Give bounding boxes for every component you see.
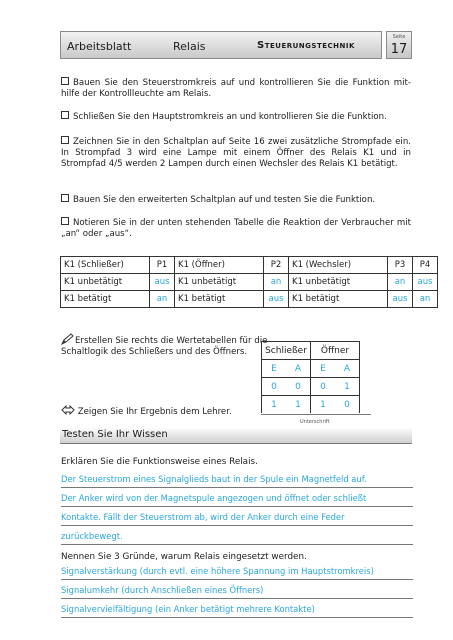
section-title: Testen Sie Ihr Wissen bbox=[62, 429, 168, 440]
table-header-cell: P4 bbox=[413, 257, 438, 274]
header-bar bbox=[60, 31, 382, 59]
truth-table-row bbox=[262, 378, 360, 396]
page-number: 17 bbox=[390, 42, 408, 57]
task-3 bbox=[61, 136, 411, 171]
task-1-text: Bauen Sie den Steuerstromkreis auf und kontrollieren Sie die Funktion mit-hilfe der Kontrollleuchte am Relais. bbox=[61, 78, 411, 100]
truth-cell[interactable]: 1 bbox=[286, 396, 311, 414]
truth-header-cell[interactable]: E bbox=[262, 360, 287, 378]
truth-cell[interactable]: 1 bbox=[335, 378, 360, 396]
task-2-text: Schließen Sie den Hauptstromkreis an und kontrollieren Sie die Funktion. bbox=[73, 112, 387, 122]
signature-line[interactable] bbox=[261, 414, 371, 415]
signature-label: Unterschrift bbox=[300, 419, 330, 425]
table-answer-cell[interactable]: an bbox=[150, 291, 175, 308]
value-table-header bbox=[61, 257, 438, 274]
table-cell: K1 unbetätigt bbox=[175, 274, 264, 291]
table-cell: K1 unbetätigt bbox=[61, 274, 150, 291]
truth-header-cell[interactable]: A bbox=[286, 360, 311, 378]
table-cell: K1 betätigt bbox=[175, 291, 264, 308]
section-bar bbox=[60, 427, 412, 444]
table-cell: K1 betätigt bbox=[289, 291, 388, 308]
table-row bbox=[61, 274, 438, 291]
table-header-cell: P2 bbox=[264, 257, 289, 274]
table-header-cell: K1 (Schließer) bbox=[61, 257, 150, 274]
answer-line[interactable]: Der Anker wird von der Magnetspule angezogen und öffnet oder schließt bbox=[61, 487, 413, 507]
header-sheet: Arbeitsblatt bbox=[67, 40, 132, 53]
checkbox-icon[interactable] bbox=[61, 194, 69, 202]
table-answer-cell[interactable]: aus bbox=[264, 291, 289, 308]
answer-line[interactable]: Der Steuerstrom eines Signalglieds baut in der Spule ein Magnetfeld auf. bbox=[61, 468, 413, 488]
truth-cell[interactable]: 0 bbox=[311, 378, 336, 396]
answer-line[interactable]: Signalumkehr (durch Anschließen eines Öffners) bbox=[61, 579, 413, 599]
truth-header-cell[interactable]: A bbox=[335, 360, 360, 378]
table-cell: K1 betätigt bbox=[61, 291, 150, 308]
answer-line[interactable]: Kontakte. Fällt der Steuerstrom ab, wird der Anker durch eine Feder bbox=[61, 506, 413, 526]
truth-cell[interactable]: 1 bbox=[311, 396, 336, 414]
table-header-cell: K1 (Wechsler) bbox=[289, 257, 388, 274]
show-instruction bbox=[61, 405, 232, 417]
task-5 bbox=[61, 217, 411, 240]
header-subject: Steuerungstechnik bbox=[257, 40, 355, 51]
double-arrow-icon bbox=[61, 405, 75, 415]
schliesser-label: Schließer bbox=[262, 342, 311, 360]
table-row bbox=[61, 291, 438, 308]
answer-line[interactable]: Signalvervielfältigung (ein Anker betätigt mehrere Kontakte) bbox=[61, 598, 413, 618]
header-topic: Relais bbox=[173, 40, 206, 53]
page-number-box bbox=[386, 31, 412, 59]
task-4 bbox=[61, 194, 411, 206]
page-label: Seite bbox=[392, 34, 406, 40]
table-answer-cell[interactable]: an bbox=[413, 291, 438, 308]
checkbox-icon[interactable] bbox=[61, 217, 69, 225]
answer-line[interactable]: zurückbewegt. bbox=[61, 525, 413, 545]
truth-cell[interactable]: 0 bbox=[286, 378, 311, 396]
truth-header-cell[interactable]: E bbox=[311, 360, 336, 378]
truth-cell[interactable]: 0 bbox=[335, 396, 360, 414]
truth-table bbox=[261, 341, 360, 413]
truth-table-row bbox=[262, 396, 360, 414]
worksheet-header bbox=[60, 31, 382, 61]
show-instruction-text: Zeigen Sie Ihr Ergebnis dem Lehrer. bbox=[77, 407, 232, 417]
task-3-text: Zeichnen Sie in den Schaltplan auf Seite 16 zwei zusätzliche Strompfade ein. In Strompfad 3 wird eine Lampe mit einem Öffner des Relais K1 und in Strompfad 4/5 werden 2 Lampen durch einen Wechsler des Relais K1 betätigt. bbox=[61, 137, 411, 170]
truth-table-header bbox=[262, 360, 360, 378]
truth-cell[interactable]: 1 bbox=[262, 396, 287, 414]
task-5-text: Notieren Sie in der unten stehenden Tabelle die Reaktion der Verbraucher mit „an“ oder „aus“. bbox=[61, 218, 411, 240]
table-answer-cell[interactable]: an bbox=[388, 274, 413, 291]
task-1 bbox=[61, 77, 411, 100]
question-1: Erklären Sie die Funktionsweise eines Relais. bbox=[61, 457, 258, 467]
checkbox-icon[interactable] bbox=[61, 111, 69, 119]
checkbox-icon[interactable] bbox=[61, 136, 69, 144]
oeffner-label: Öffner bbox=[311, 342, 360, 360]
table-header-cell: P3 bbox=[388, 257, 413, 274]
pencil-icon bbox=[61, 333, 75, 345]
task-2 bbox=[61, 111, 411, 123]
fill-instruction bbox=[61, 333, 276, 358]
value-table bbox=[60, 256, 438, 308]
table-header-cell: P1 bbox=[150, 257, 175, 274]
question-2: Nennen Sie 3 Gründe, warum Relais eingesetzt werden. bbox=[61, 552, 307, 562]
table-answer-cell[interactable]: an bbox=[264, 274, 289, 291]
truth-cell[interactable]: 0 bbox=[262, 378, 287, 396]
table-cell: K1 unbetätigt bbox=[289, 274, 388, 291]
table-answer-cell[interactable]: aus bbox=[388, 291, 413, 308]
truth-table-title-row bbox=[262, 342, 360, 360]
checkbox-icon[interactable] bbox=[61, 77, 69, 85]
table-answer-cell[interactable]: aus bbox=[413, 274, 438, 291]
table-header-cell: K1 (Öffner) bbox=[175, 257, 264, 274]
table-answer-cell[interactable]: aus bbox=[150, 274, 175, 291]
task-4-text: Bauen Sie den erweiterten Schaltplan auf und testen Sie die Funktion. bbox=[73, 195, 376, 205]
answer-line[interactable]: Signalverstärkung (durch evtl. eine höhere Spannung im Hauptstromkreis) bbox=[61, 560, 413, 580]
fill-instruction-text: Erstellen Sie rechts die Wertetabellen für die Schaltlogik des Schließers und des Öffners. bbox=[61, 336, 268, 358]
